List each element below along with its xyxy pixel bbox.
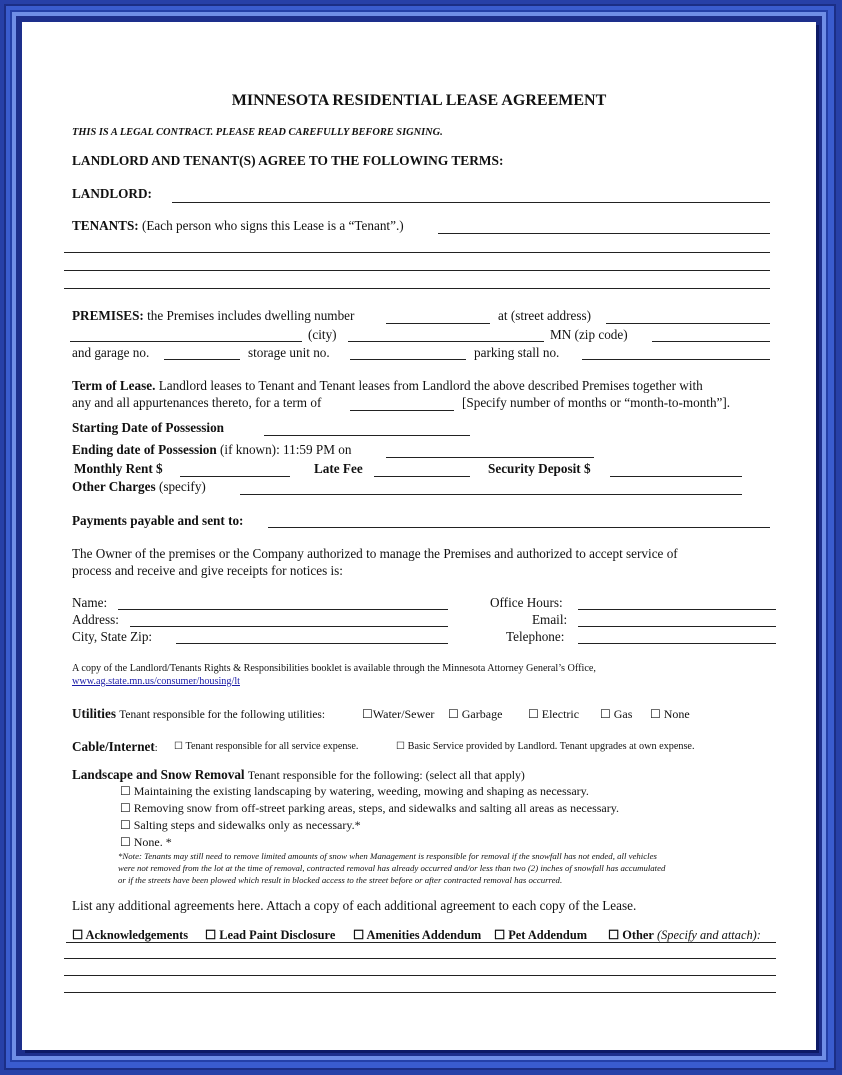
utilities-label: Utilities: [72, 706, 116, 721]
snow-note-line3: or if the streets have been plowed which result in blocked access to the street before or after contracted removal has occurred.: [118, 875, 563, 885]
storage-field[interactable]: [350, 359, 466, 360]
late-fee-field[interactable]: [374, 476, 470, 477]
garage-label: and garage no.: [72, 345, 150, 360]
monthly-rent-field[interactable]: [180, 476, 290, 477]
storage-label: storage unit no.: [248, 345, 330, 360]
owner-text-line1: The Owner of the premises or the Company authorized to manage the Premises and authorized to accept service of: [72, 546, 678, 561]
tenants-field-4[interactable]: [64, 288, 770, 289]
parking-field[interactable]: [582, 359, 770, 360]
contact-name-field[interactable]: [118, 609, 448, 610]
landscape-row: [72, 767, 525, 783]
office-hours-label: Office Hours:: [490, 595, 563, 610]
booklet-text: A copy of the Landlord/Tenants Rights & Responsibilities booklet is available through the Minnesota Attorney General’s Office,: [72, 663, 596, 674]
term-row: [72, 378, 703, 394]
tenants-field-2[interactable]: [64, 252, 770, 253]
utilities-row: [72, 706, 325, 722]
ending-date-row: [72, 442, 351, 458]
other-charges-text: (specify): [158, 479, 206, 494]
ending-date-label: Ending date of Possession: [72, 442, 217, 457]
other-charges-row: [72, 479, 206, 495]
street-label: at (street address): [498, 308, 592, 323]
premises-row: [72, 308, 354, 324]
zip-field[interactable]: [652, 341, 770, 342]
snow-note-line1: *Note: Tenants may still need to remove limited amounts of snow when Management is responsible for removal if the snowfall has not ended, all vehicles: [118, 851, 657, 861]
landscape-snow-checkbox[interactable]: ☐ Removing snow from off-street parking areas, steps, and sidewalks and salting all areas as necessary.: [120, 801, 619, 815]
addendum-other-checkbox[interactable]: ☐ Other: [608, 928, 654, 942]
landscape-label: Landscape and Snow Removal: [72, 767, 245, 782]
term-line2b: [Specify number of months or “month-to-month”].: [462, 395, 731, 410]
late-fee-label: Late Fee: [314, 461, 363, 476]
utility-electric-checkbox[interactable]: ☐ Electric: [528, 707, 580, 721]
snow-note-line2: were not removed from the lot at the time of removal, contracted removal has already occurred and/or less than two (2) inches of snowfall has accumulated: [118, 863, 666, 873]
premises-line-2-field[interactable]: [70, 341, 302, 342]
cable-landlord-checkbox[interactable]: ☐ Basic Service provided by Landlord. Tenant upgrades at own expense.: [396, 741, 695, 752]
utilities-text: Tenant responsible for the following utilities:: [119, 709, 326, 721]
agree-heading: LANDLORD AND TENANT(S) AGREE TO THE FOLLOWING TERMS:: [72, 153, 504, 168]
monthly-rent-label: Monthly Rent $: [74, 461, 163, 476]
additional-line-4[interactable]: [64, 992, 776, 993]
document-title: MINNESOTA RESIDENTIAL LEASE AGREEMENT: [231, 92, 607, 109]
contact-name-label: Name:: [72, 595, 108, 610]
landlord-field[interactable]: [172, 202, 770, 203]
additional-line-3[interactable]: [64, 975, 776, 976]
utility-gas-checkbox[interactable]: ☐ Gas: [600, 707, 633, 721]
security-deposit-label: Security Deposit $: [488, 461, 591, 476]
starting-date-field[interactable]: [264, 435, 470, 436]
utility-none-checkbox[interactable]: ☐ None: [650, 707, 690, 721]
tenants-label: TENANTS:: [72, 218, 139, 233]
dwelling-number-field[interactable]: [386, 323, 490, 324]
addendum-acknowledgements-checkbox[interactable]: ☐ Acknowledgements: [72, 928, 189, 942]
landscape-salting-checkbox[interactable]: ☐ Salting steps and sidewalks only as necessary.*: [120, 818, 361, 832]
ending-date-field[interactable]: [386, 457, 594, 458]
tenants-field[interactable]: [438, 233, 770, 234]
premises-label: PREMISES:: [72, 308, 144, 323]
contact-address-field[interactable]: [130, 626, 448, 627]
landscape-maintain-checkbox[interactable]: ☐ Maintaining the existing landscaping by watering, weeding, mowing and shaping as necessary.: [120, 784, 589, 798]
addendum-amenities-checkbox[interactable]: ☐ Amenities Addendum: [353, 928, 482, 942]
term-line2a: any and all appurtenances thereto, for a term of: [72, 395, 322, 410]
office-hours-field[interactable]: [578, 609, 776, 610]
utility-water-sewer-checkbox[interactable]: ☐Water/Sewer: [362, 707, 435, 721]
additional-line-1[interactable]: [66, 942, 776, 943]
cable-row: [72, 739, 158, 755]
premises-text: the Premises includes dwelling number: [147, 308, 355, 323]
owner-text-line2: process and receive and give receipts for notices is:: [72, 563, 343, 578]
utility-garbage-checkbox[interactable]: ☐ Garbage: [448, 707, 503, 721]
contact-city-label: City, State Zip:: [72, 629, 153, 644]
payments-field[interactable]: [268, 527, 770, 528]
landscape-none-checkbox[interactable]: ☐ None. *: [120, 835, 172, 849]
addendum-other-note: (Specify and attach):: [656, 928, 761, 942]
cable-colon: :: [154, 743, 158, 754]
additional-agreements-text: List any additional agreements here. Attach a copy of each additional agreement to each copy of the Lease.: [72, 898, 637, 913]
garage-field[interactable]: [164, 359, 240, 360]
city-field[interactable]: [348, 341, 544, 342]
city-label: (city): [308, 327, 337, 342]
additional-line-2[interactable]: [64, 958, 776, 959]
tenants-text: (Each person who signs this Lease is a “Tenant”.): [141, 218, 404, 233]
parking-label: parking stall no.: [474, 345, 560, 360]
zip-label: MN (zip code): [550, 327, 628, 342]
booklet-link-row: [72, 676, 240, 687]
legal-notice: THIS IS A LEGAL CONTRACT. PLEASE READ CAREFULLY BEFORE SIGNING.: [72, 127, 443, 138]
term-line1: Landlord leases to Tenant and Tenant leases from Landlord the above described Premises together with: [158, 378, 703, 393]
other-charges-label: Other Charges: [72, 479, 156, 494]
term-field[interactable]: [350, 410, 454, 411]
landscape-text: Tenant responsible for the following: (select all that apply): [247, 768, 525, 782]
street-address-field[interactable]: [606, 323, 770, 324]
other-charges-field[interactable]: [240, 494, 742, 495]
attorney-general-link[interactable]: www.ag.state.mn.us/consumer/housing/lt: [72, 676, 240, 687]
contact-address-label: Address:: [72, 612, 119, 627]
tenants-row: [72, 218, 404, 234]
addendum-lead-paint-checkbox[interactable]: ☐ Lead Paint Disclosure: [205, 928, 336, 942]
lease-document: [22, 22, 816, 1050]
telephone-field[interactable]: [578, 643, 776, 644]
addendum-other-row: [608, 927, 761, 943]
security-deposit-field[interactable]: [610, 476, 742, 477]
addendum-pet-checkbox[interactable]: ☐ Pet Addendum: [494, 928, 588, 942]
tenants-field-3[interactable]: [64, 270, 770, 271]
cable-label: Cable/Internet: [72, 739, 155, 754]
cable-tenant-checkbox[interactable]: ☐ Tenant responsible for all service expense.: [174, 741, 359, 752]
ending-date-text: (if known): 11:59 PM on: [220, 442, 352, 457]
landlord-label: LANDLORD:: [72, 186, 152, 201]
starting-date-label: Starting Date of Possession: [72, 420, 225, 435]
telephone-label: Telephone:: [506, 629, 565, 644]
email-label: Email:: [532, 612, 568, 627]
term-label: Term of Lease.: [72, 378, 156, 393]
contact-city-field[interactable]: [176, 643, 448, 644]
payments-label: Payments payable and sent to:: [72, 513, 244, 528]
email-field[interactable]: [578, 626, 776, 627]
